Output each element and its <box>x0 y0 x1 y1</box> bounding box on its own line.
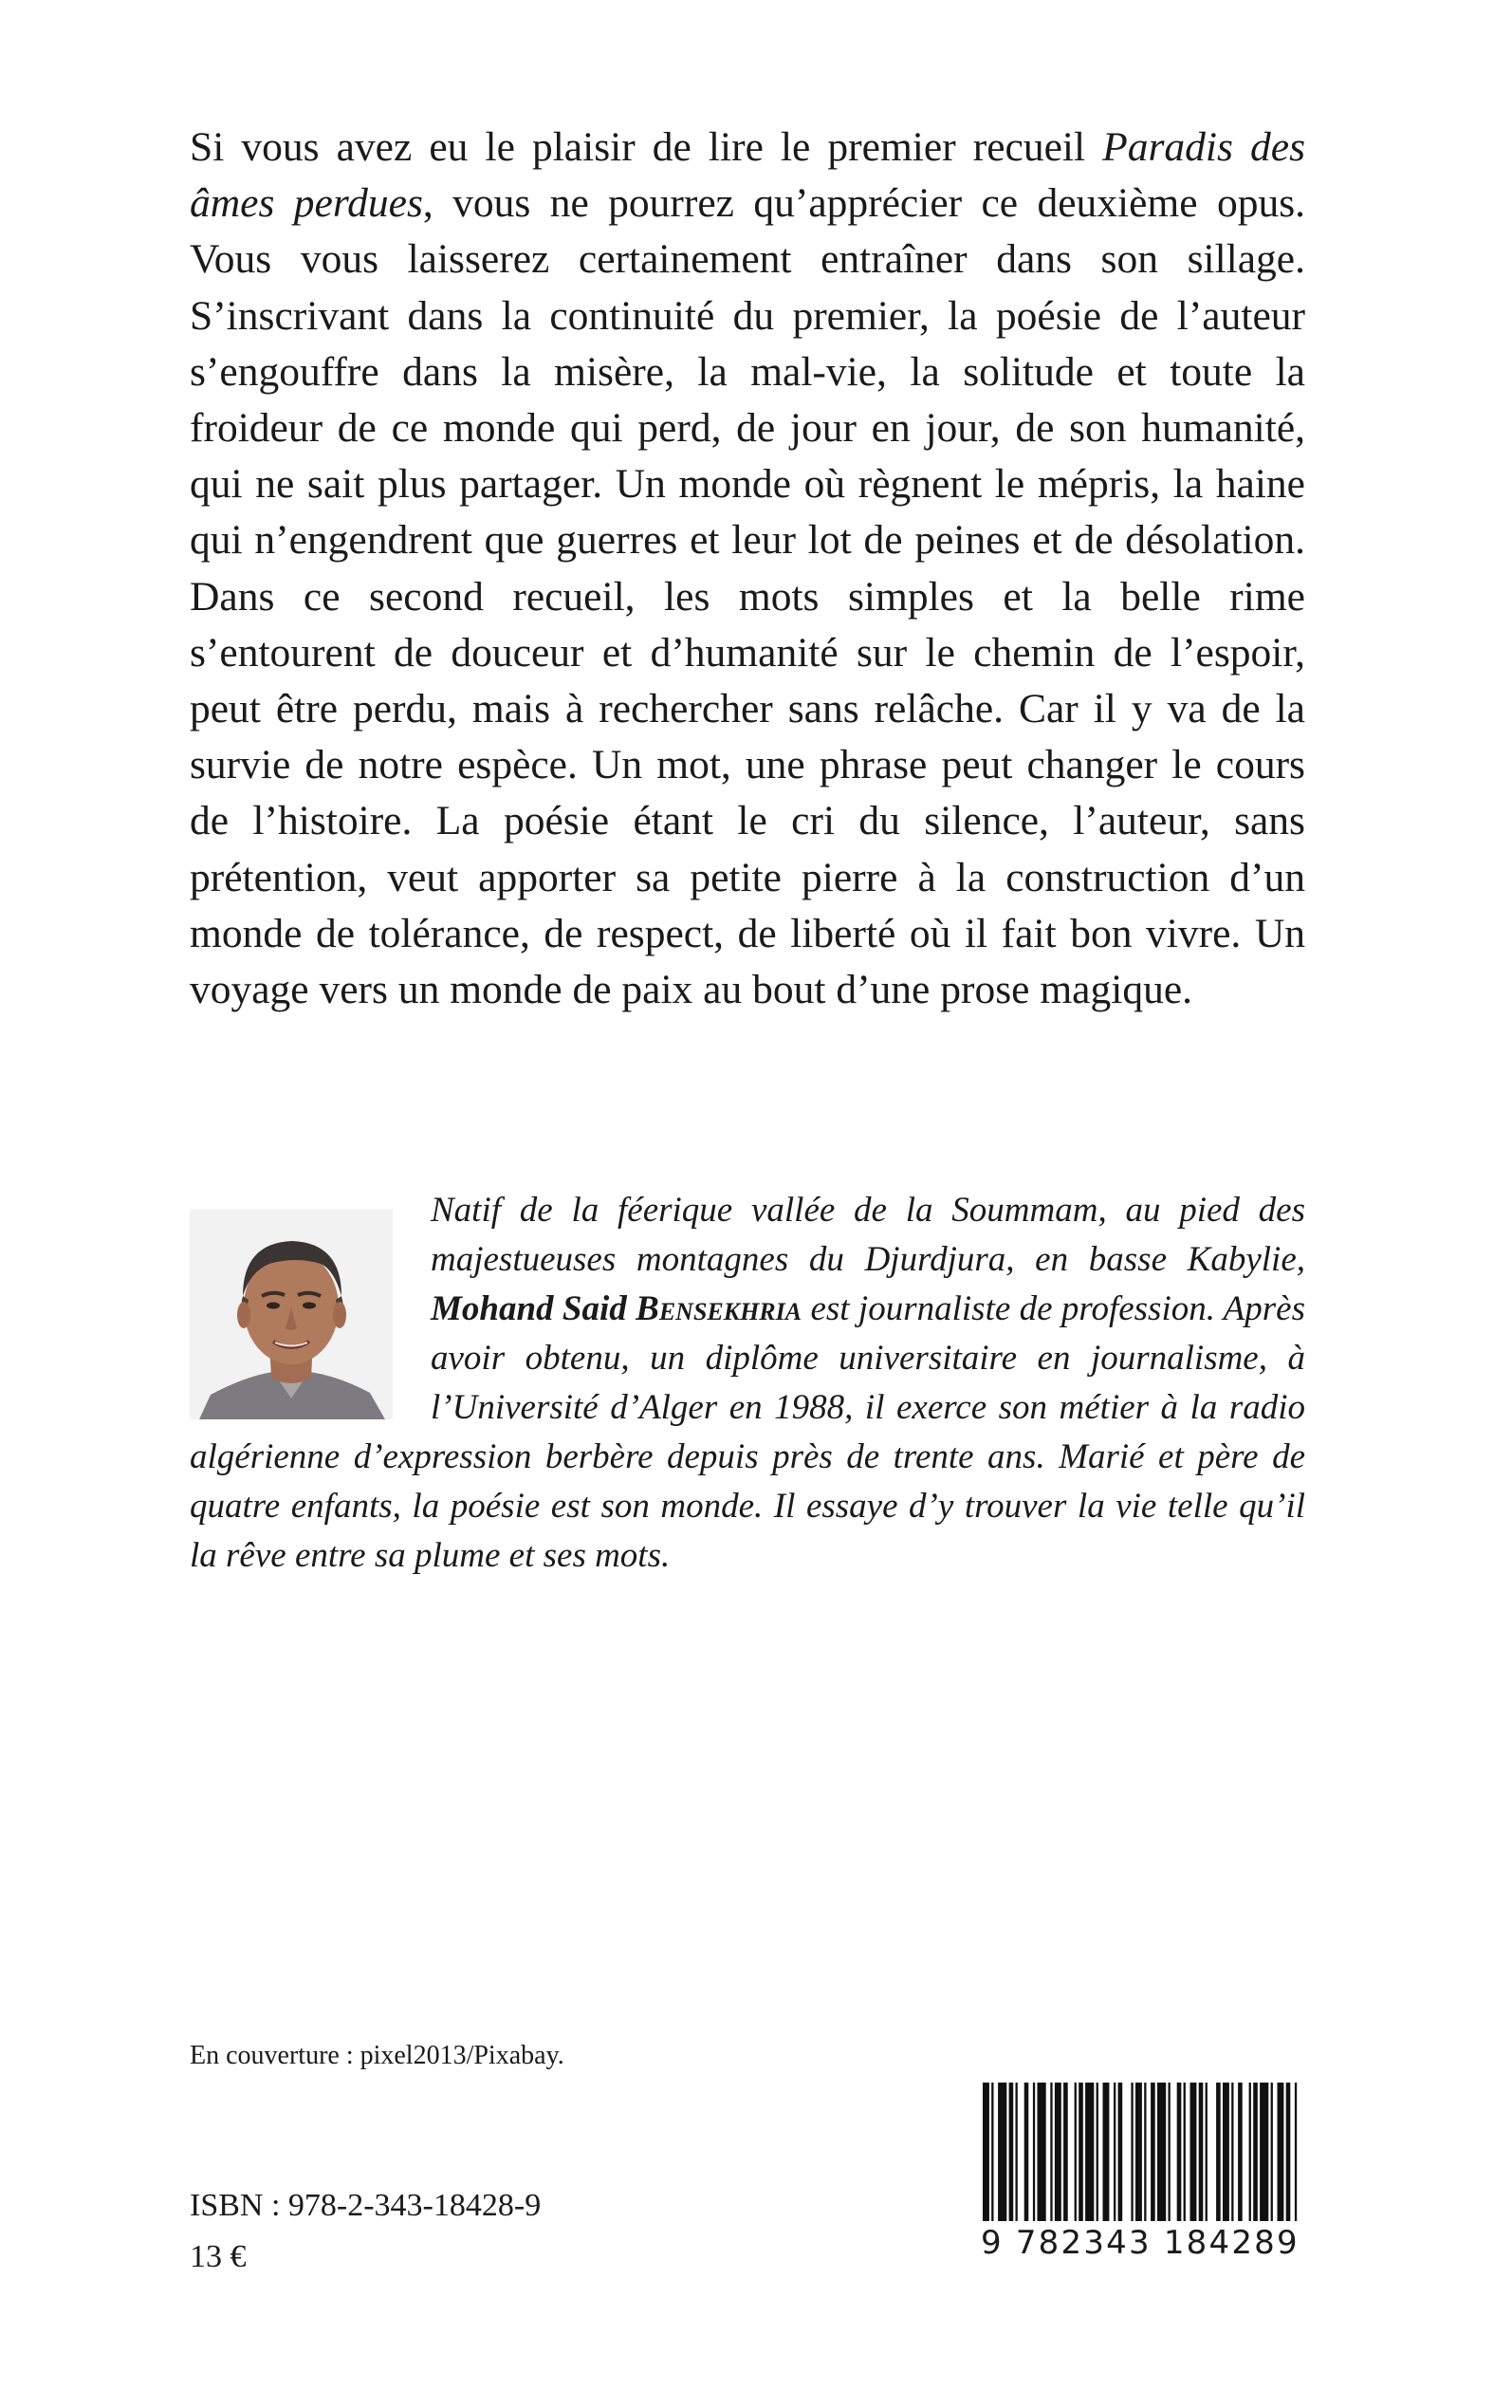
book-price: 13 € <box>190 2239 247 2274</box>
barcode-bar <box>1271 2083 1273 2225</box>
bio-text-rest: est journaliste de profession. Après avoir obtenu, un diplôme universitaire en journalisme, à l’Université d’Alger en 1988, il exerce son métier à la radio algérienne d’expression berbère depuis près de trente ans. Marié et père de quatre enfants, la poésie est son monde. Il essaye d’y trouver la vie telle qu’il la rêve entre sa plume et ses mots. <box>190 1289 1305 1575</box>
author-name <box>431 1289 802 1328</box>
barcode-bar <box>1151 2083 1155 2225</box>
back-cover-blurb <box>190 120 1305 1018</box>
author-photo <box>190 1209 393 1419</box>
isbn-number: ISBN : 978-2-343-18428-9 <box>190 2188 542 2223</box>
barcode-bar <box>1033 2083 1035 2225</box>
barcode-bar <box>1190 2083 1197 2225</box>
bio-text-start: Natif de la féerique vallée de la Soummam, au pied des majestueuses montagnes du Djurdjura, en basse Kabylie, <box>431 1191 1305 1279</box>
blurb-text-rest: , vous ne pourrez qu’apprécier ce deuxième opus. Vous vous laisserez certainement entraîner dans son sillage. S’inscrivant dans la continuité du premier, la poésie de l’auteur s’engouffre dans la misère, la mal-vie, la solitude et toute la froideur de ce monde qui perd, de jour en jour, de son humanité, qui ne sait plus partager. Un monde où règnent le mépris, la haine qui n’engendrent que guerres et leur lot de peines et de désolation. Dans ce second recueil, les mots simples et la belle rime s’entourent de douceur et d’humanité sur le chemin de l’espoir, peut être perdu, mais à rechercher sans relâche. Car il y va de la survie de notre espèce. Un mot, une phrase peut changer le cours de l’histoire. La poésie étant le cri du silence, l’auteur, sans prétention, veut apporter sa petite pierre à la construction d’un monde de tolérance, de respect, de liberté où il fait bon vivre. Un voyage vers un monde de paix au bout d’une prose magique. <box>190 180 1305 1013</box>
barcode-bar <box>1055 2083 1061 2225</box>
barcode-bar <box>1016 2083 1018 2225</box>
barcode-bar <box>1249 2083 1251 2225</box>
isbn-barcode <box>979 2083 1309 2275</box>
previous-book-title: Paradis des âmes perdues <box>190 124 1305 227</box>
barcode-bar <box>1103 2083 1110 2225</box>
barcode-bar <box>1169 2083 1171 2225</box>
barcode-bar <box>1024 2083 1029 2225</box>
barcode-bar <box>1199 2083 1204 2225</box>
blurb-text-start: Si vous avez eu le plaisir de lire le premier recueil <box>190 124 1103 170</box>
barcode-bar <box>1075 2083 1077 2225</box>
barcode-bar <box>1114 2083 1116 2225</box>
barcode-bar <box>1157 2083 1166 2225</box>
barcode-bar <box>1260 2083 1268 2225</box>
barcode-bar <box>1050 2083 1052 2225</box>
barcode-bar <box>1286 2083 1291 2225</box>
barcode-bar <box>1063 2083 1068 2225</box>
barcode-bar <box>1206 2083 1208 2225</box>
barcode-bar <box>1079 2083 1083 2225</box>
barcode-bar <box>1231 2083 1233 2225</box>
barcode-bar <box>1223 2083 1229 2225</box>
barcode-bar <box>1278 2083 1284 2225</box>
barcode-bar <box>1118 2083 1123 2225</box>
barcode-bar <box>1038 2083 1046 2225</box>
author-first-name: Mohand Said <box>431 1289 636 1328</box>
barcode-bar <box>1097 2083 1098 2225</box>
author-surname: Bensekhria <box>636 1289 802 1328</box>
barcode-bar <box>1009 2083 1014 2225</box>
barcode-bar <box>1085 2083 1094 2225</box>
author-bio-section <box>190 1186 1305 1584</box>
author-portrait-icon <box>190 1209 393 1419</box>
cover-credit: En couverture : pixel2013/Pixabay. <box>190 2041 564 2070</box>
barcode-bar <box>1177 2083 1182 2225</box>
barcode-bar <box>1184 2083 1186 2225</box>
barcode-bar <box>1238 2083 1243 2225</box>
barcode-bar <box>1216 2083 1221 2225</box>
barcode-bar <box>1253 2083 1258 2225</box>
barcode-bar <box>1131 2083 1133 2225</box>
barcode-digits: 9 782343 184289 <box>979 2221 1309 2265</box>
barcode-bar <box>998 2083 1006 2225</box>
